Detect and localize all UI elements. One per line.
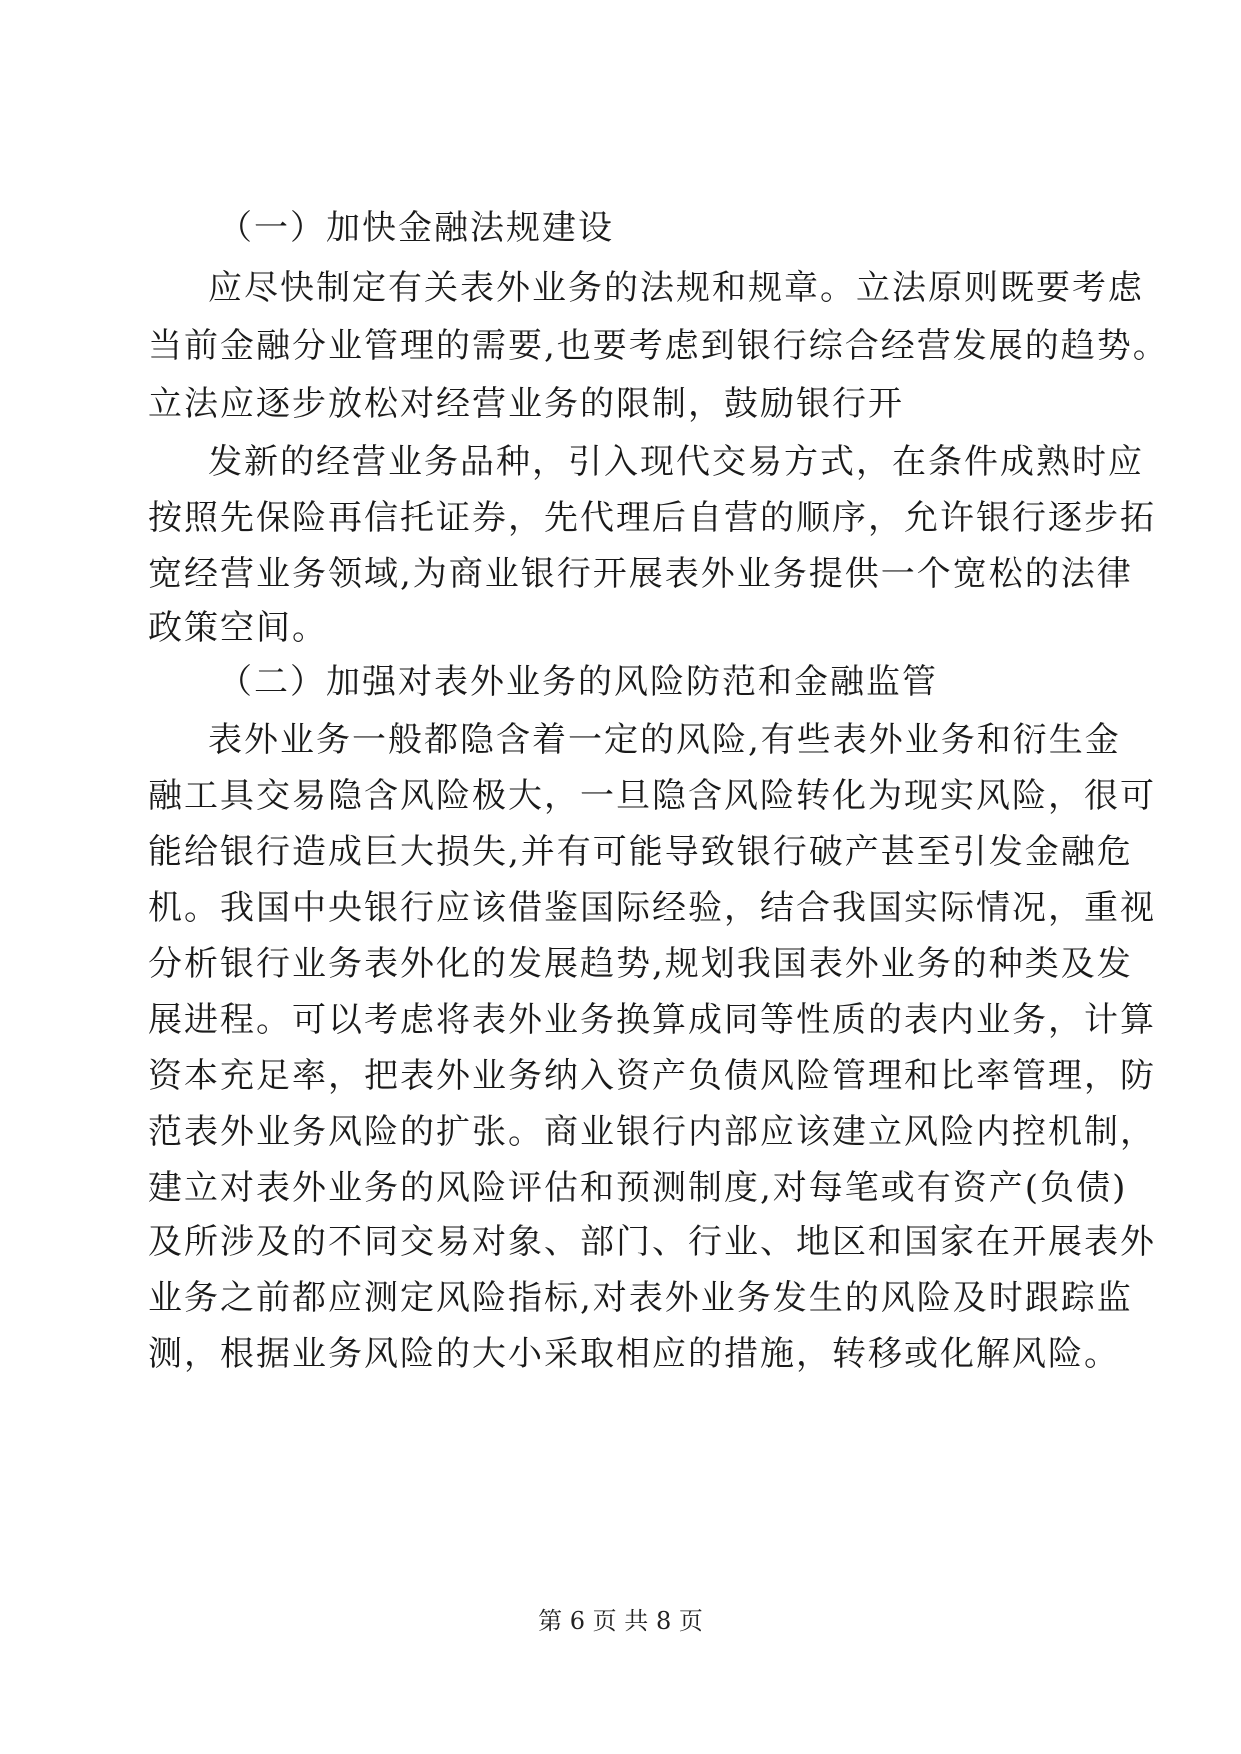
paragraph-line: 展进程。可以考虑将表外业务换算成同等性质的表内业务，计算	[148, 1000, 1156, 1040]
paragraph-line: 分析银行业务表外化的发展趋势,规划我国表外业务的种类及发	[148, 944, 1133, 984]
section-heading-1: （一）加快金融法规建设	[218, 208, 614, 248]
paragraph-line: 立法应逐步放松对经营业务的限制，鼓励银行开	[148, 384, 904, 424]
paragraph-line: 表外业务一般都隐含着一定的风险,有些表外业务和衍生金	[208, 720, 1121, 760]
paragraph-line: 测，根据业务风险的大小采取相应的措施，转移或化解风险。	[148, 1334, 1120, 1374]
paragraph-line: 业务之前都应测定风险指标,对表外业务发生的风险及时跟踪监	[148, 1278, 1133, 1318]
section-heading-2: （二）加强对表外业务的风险防范和金融监管	[218, 662, 938, 702]
paragraph-line: 政策空间。	[148, 608, 328, 648]
paragraph-line: 建立对表外业务的风险评估和预测制度,对每笔或有资产(负债)	[148, 1168, 1128, 1208]
paragraph-line: 发新的经营业务品种，引入现代交易方式，在条件成熟时应	[208, 442, 1144, 482]
paragraph-line: 宽经营业务领域,为商业银行开展表外业务提供一个宽松的法律	[148, 554, 1133, 594]
paragraph-line: 按照先保险再信托证券，先代理后自营的顺序，允许银行逐步拓	[148, 498, 1156, 538]
paragraph-line: 机。我国中央银行应该借鉴国际经验，结合我国实际情况，重视	[148, 888, 1156, 928]
paragraph-line: 及所涉及的不同交易对象、部门、行业、地区和国家在开展表外	[148, 1222, 1156, 1262]
paragraph-line: 融工具交易隐含风险极大，一旦隐含风险转化为现实风险，很可	[148, 776, 1156, 816]
paragraph-line: 资本充足率，把表外业务纳入资产负债风险管理和比率管理，防	[148, 1056, 1156, 1096]
paragraph-line: 应尽快制定有关表外业务的法规和规章。立法原则既要考虑	[208, 268, 1144, 308]
paragraph-line: 能给银行造成巨大损失,并有可能导致银行破产甚至引发金融危	[148, 832, 1133, 872]
paragraph-line: 范表外业务风险的扩张。商业银行内部应该建立风险内控机制，	[148, 1112, 1156, 1152]
page-number-footer: 第 6 页 共 8 页	[538, 1607, 703, 1635]
paragraph-line: 当前金融分业管理的需要,也要考虑到银行综合经营发展的趋势。	[148, 326, 1169, 366]
